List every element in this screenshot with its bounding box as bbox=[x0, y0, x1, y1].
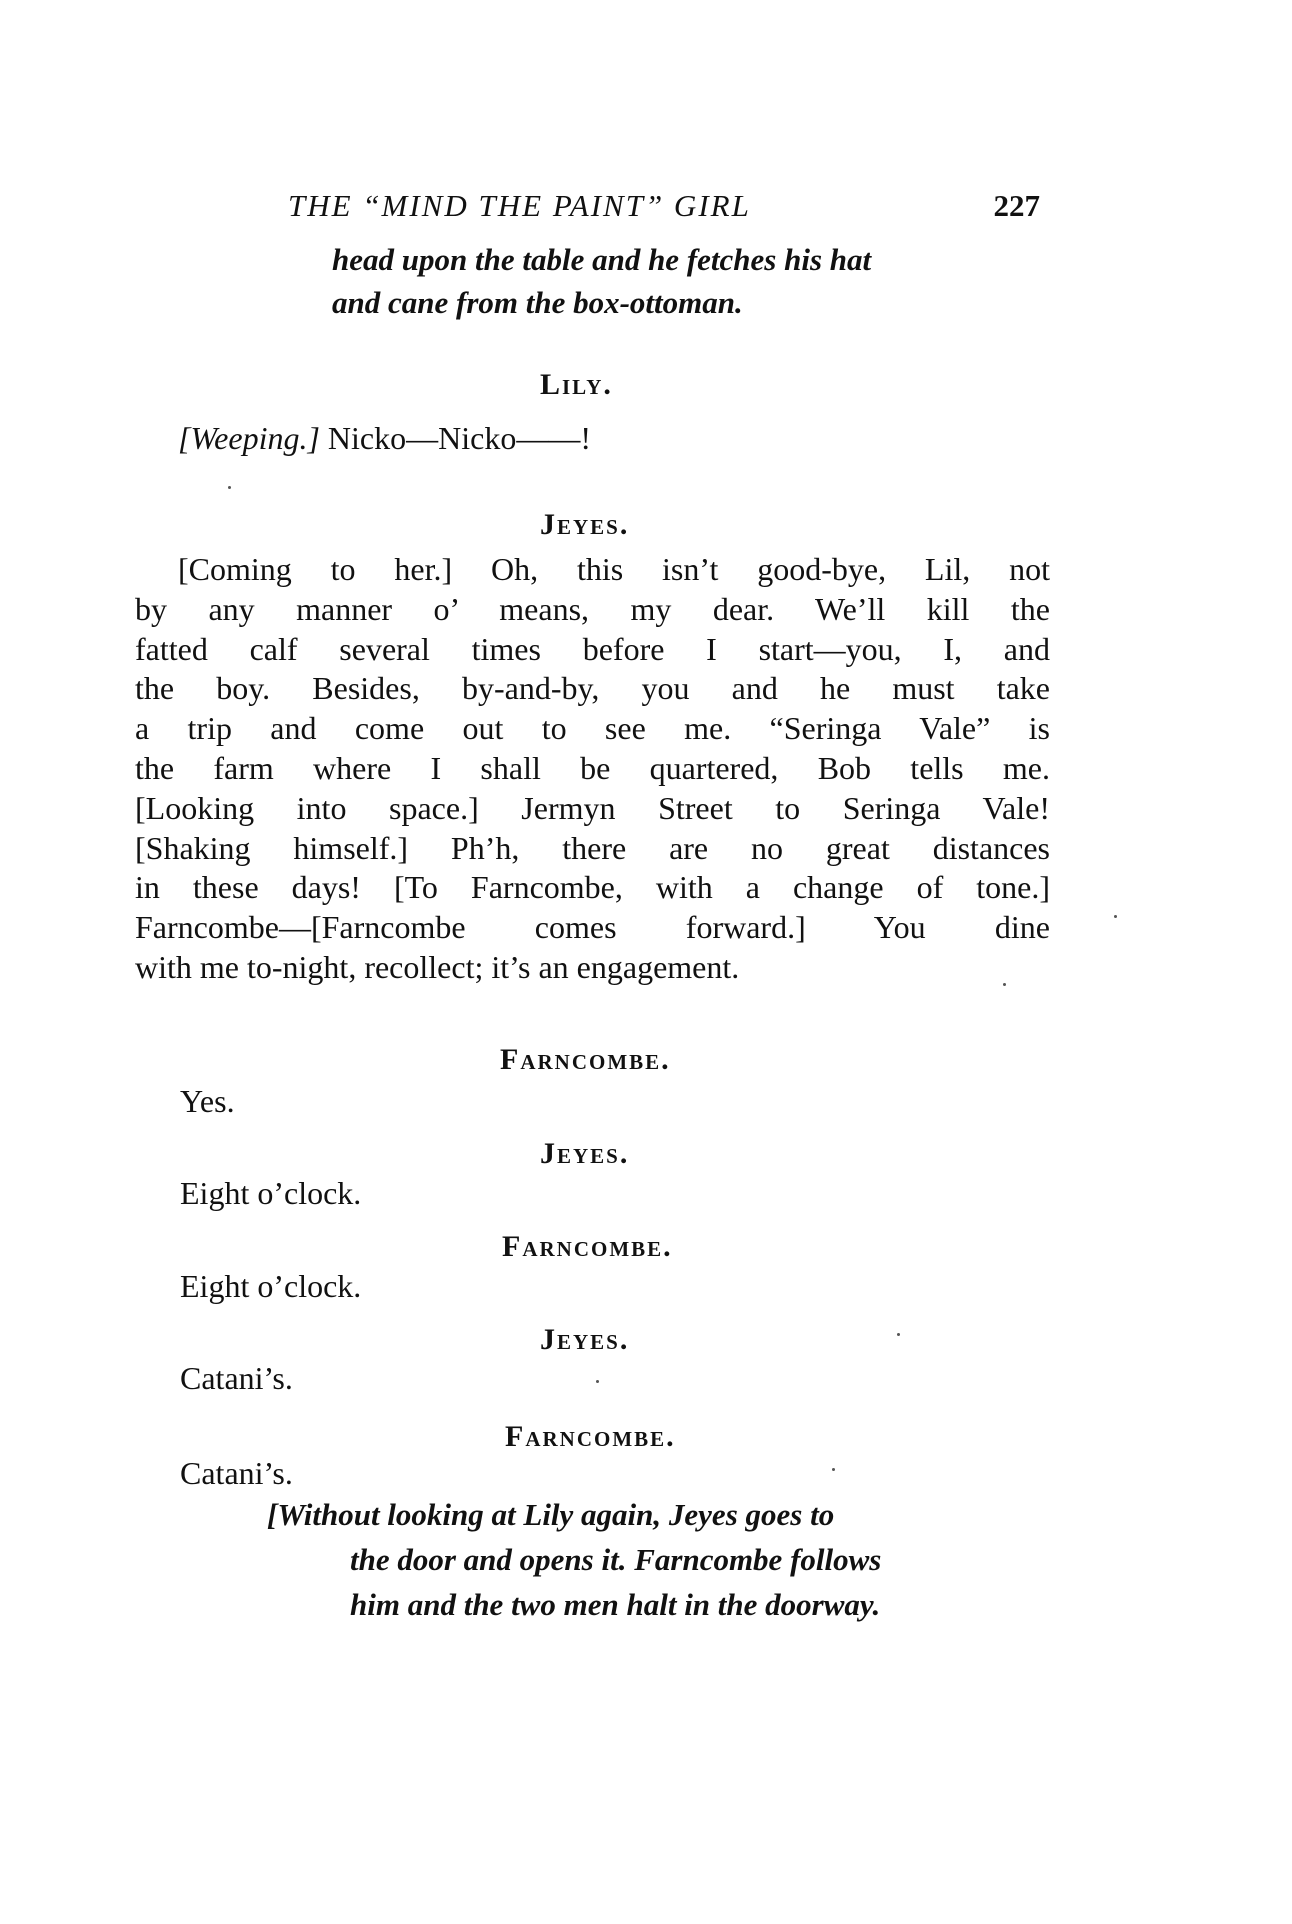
scan-speck bbox=[596, 1380, 599, 1383]
speech-line: fatted calf several times before I start—you, I, and bbox=[135, 630, 1050, 667]
scan-speck bbox=[1003, 983, 1006, 986]
speech-line bbox=[178, 420, 591, 457]
page-number: 227 bbox=[993, 188, 1040, 223]
scan-speck bbox=[228, 486, 231, 489]
dialogue-text: Nicko—Nicko——! bbox=[327, 420, 591, 456]
speaker-name: Lily. bbox=[540, 368, 613, 401]
speech-line: the farm where I shall be quartered, Bob tells me. bbox=[135, 749, 1050, 786]
speech-line: by any manner o’ means, my dear. We’ll kill the bbox=[135, 590, 1050, 627]
scan-speck bbox=[897, 1333, 900, 1336]
speech-line: with me to-night, recollect; it’s an engagement. bbox=[135, 948, 740, 985]
stage-direction-line: head upon the table and he fetches his hat bbox=[332, 242, 872, 277]
speaker-name: Farncombe. bbox=[505, 1420, 676, 1453]
running-header bbox=[288, 188, 1040, 224]
speaker-name: Farncombe. bbox=[502, 1230, 673, 1263]
stage-direction: [Weeping.] bbox=[178, 420, 320, 456]
stage-direction-line: and cane from the box-ottoman. bbox=[332, 285, 743, 320]
dialogue-text: Yes. bbox=[180, 1083, 235, 1119]
speech-line: Farncombe—[Farncombe comes forward.] You dine bbox=[135, 909, 1050, 946]
stage-direction-line: the door and opens it. Farncombe follows bbox=[350, 1542, 882, 1577]
dialogue-text: Eight o’clock. bbox=[180, 1268, 362, 1304]
dialogue-text: Catani’s. bbox=[180, 1455, 293, 1491]
running-title: THE “MIND THE PAINT” GIRL bbox=[288, 188, 751, 223]
stage-direction-line: him and the two men halt in the doorway. bbox=[350, 1587, 881, 1622]
speaker-name: Jeyes. bbox=[540, 508, 630, 541]
speech-line: [Shaking himself.] Ph’h, there are no great distances bbox=[135, 829, 1050, 866]
speaker-name: Farncombe. bbox=[500, 1043, 671, 1076]
speaker-name: Jeyes. bbox=[540, 1137, 630, 1170]
dialogue-text: Eight o’clock. bbox=[180, 1175, 362, 1211]
speaker-name: Jeyes. bbox=[540, 1323, 630, 1356]
speech-line: in these days! [To Farncombe, with a change of tone.] bbox=[135, 869, 1050, 906]
dialogue-text: Catani’s. bbox=[180, 1360, 293, 1396]
scan-speck bbox=[832, 1468, 835, 1471]
speech-line: [Looking into space.] Jermyn Street to Seringa Vale! bbox=[135, 789, 1050, 826]
stage-direction-line: [Without looking at Lily again, Jeyes goes to bbox=[267, 1497, 835, 1532]
scan-speck bbox=[1114, 915, 1117, 918]
speech-line: the boy. Besides, by-and-by, you and he must take bbox=[135, 670, 1050, 707]
speech-paragraph bbox=[135, 550, 1050, 988]
speech-line: [Coming to her.] Oh, this isn’t good-bye, Lil, not bbox=[178, 551, 1050, 587]
speech-line: a trip and come out to see me. “Seringa Vale” is bbox=[135, 710, 1050, 747]
